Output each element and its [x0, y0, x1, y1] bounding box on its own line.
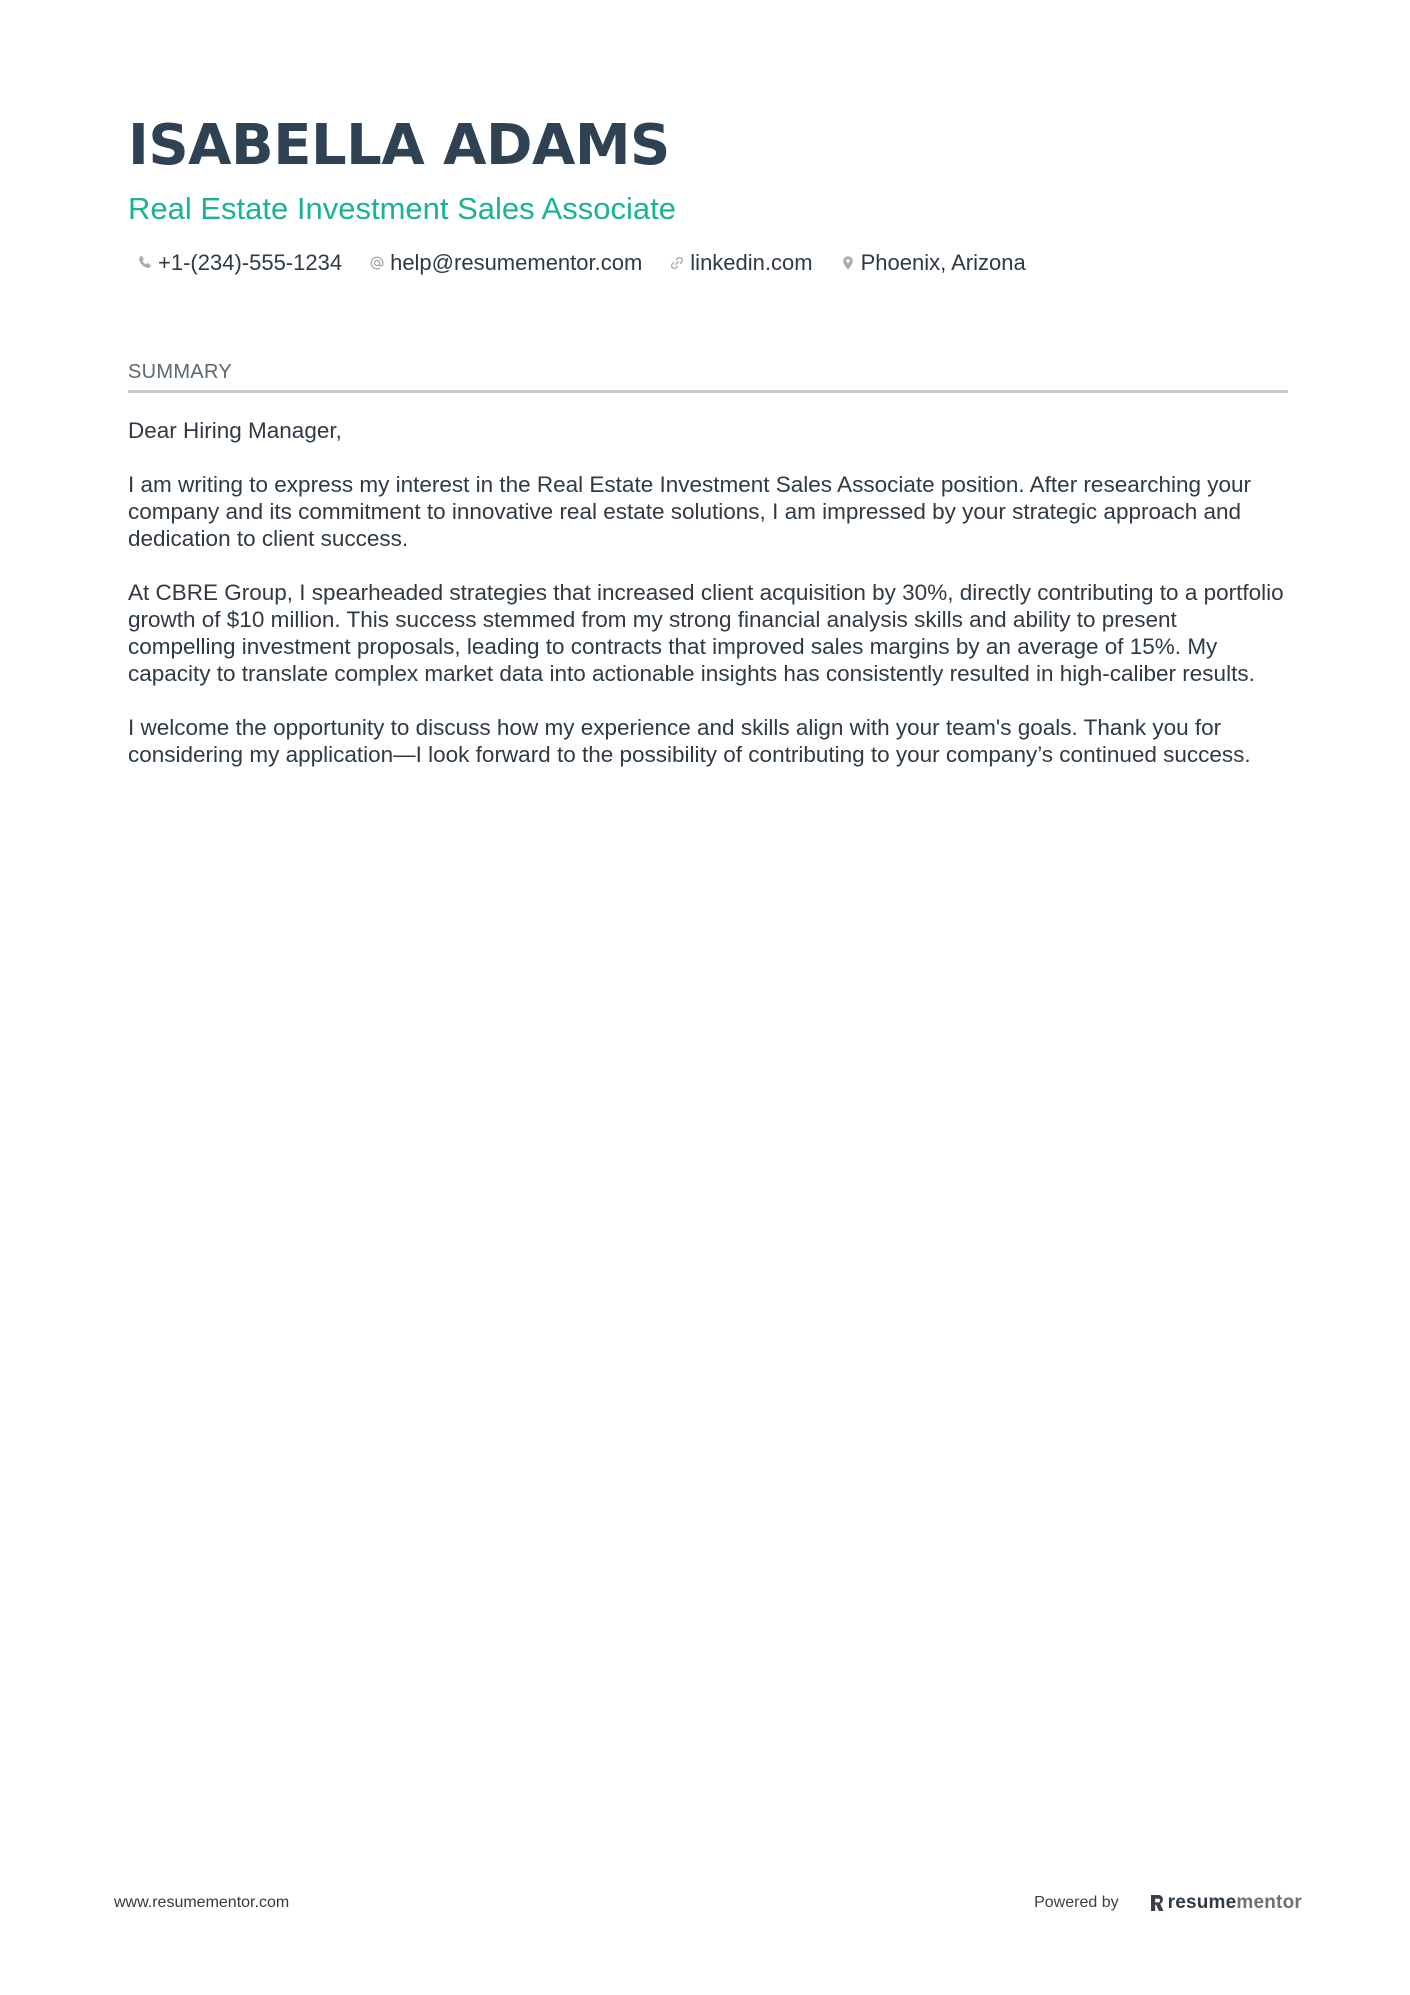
letter-body [128, 417, 1288, 768]
contact-website[interactable] [668, 248, 812, 278]
brand-name-light: mentor [1236, 1892, 1302, 1913]
powered-by-label: Powered by [1034, 1894, 1119, 1911]
brand-name-bold: resume [1167, 1892, 1237, 1913]
footer [114, 1888, 1302, 1918]
phone-text: +1-(234)-555-1234 [158, 250, 343, 275]
job-title: Real Estate Investment Sales Associate [128, 191, 676, 226]
letter-paragraph-1: I am writing to express my interest in the Real Estate Investment Sales Associate position. After researching your company and its commitment to innovative real estate solutions, I am impressed by your strategic approach and dedication to client success. [128, 472, 1252, 551]
candidate-name: ISABELLA ADAMS [128, 113, 670, 178]
letter-paragraph-2: At CBRE Group, I spearheaded strategies that increased client acquisition by 30%, directly contributing to a portfolio growth of $10 million. This success stemmed from my strong financial analysis skills and ability to present compelling investment proposals, leading to contracts that improved sales margins by an average of 15%. My capacity to translate complex market data into actionable insights has consistently resulted in high-caliber results. [128, 580, 1284, 686]
location-pin-icon [839, 254, 857, 272]
location-text: Phoenix, Arizona [860, 250, 1026, 275]
letter-greeting: Dear Hiring Manager, [128, 418, 342, 443]
brand-logo[interactable] [1149, 1892, 1302, 1914]
summary-section [128, 358, 1288, 795]
section-title: SUMMARY [128, 358, 1288, 393]
phone-icon [136, 254, 154, 272]
at-icon [368, 254, 386, 272]
footer-website[interactable]: www.resumementor.com [114, 1894, 290, 1911]
link-icon [668, 254, 686, 272]
contact-location [839, 248, 1026, 278]
footer-branding [1034, 1892, 1302, 1914]
contact-email[interactable] [368, 248, 642, 278]
resumementor-logo-icon [1149, 1893, 1165, 1913]
website-text[interactable]: linkedin.com [690, 250, 813, 275]
header [128, 112, 1288, 278]
contact-bar [128, 248, 1288, 278]
letter-paragraph-3: I welcome the opportunity to discuss how my experience and skills align with your team's goals. Thank you for considering my application—I look forward to the possibility of contributing to your company’s continued success. [128, 715, 1251, 767]
contact-phone [128, 248, 342, 278]
email-text[interactable]: help@resumementor.com [390, 250, 643, 275]
